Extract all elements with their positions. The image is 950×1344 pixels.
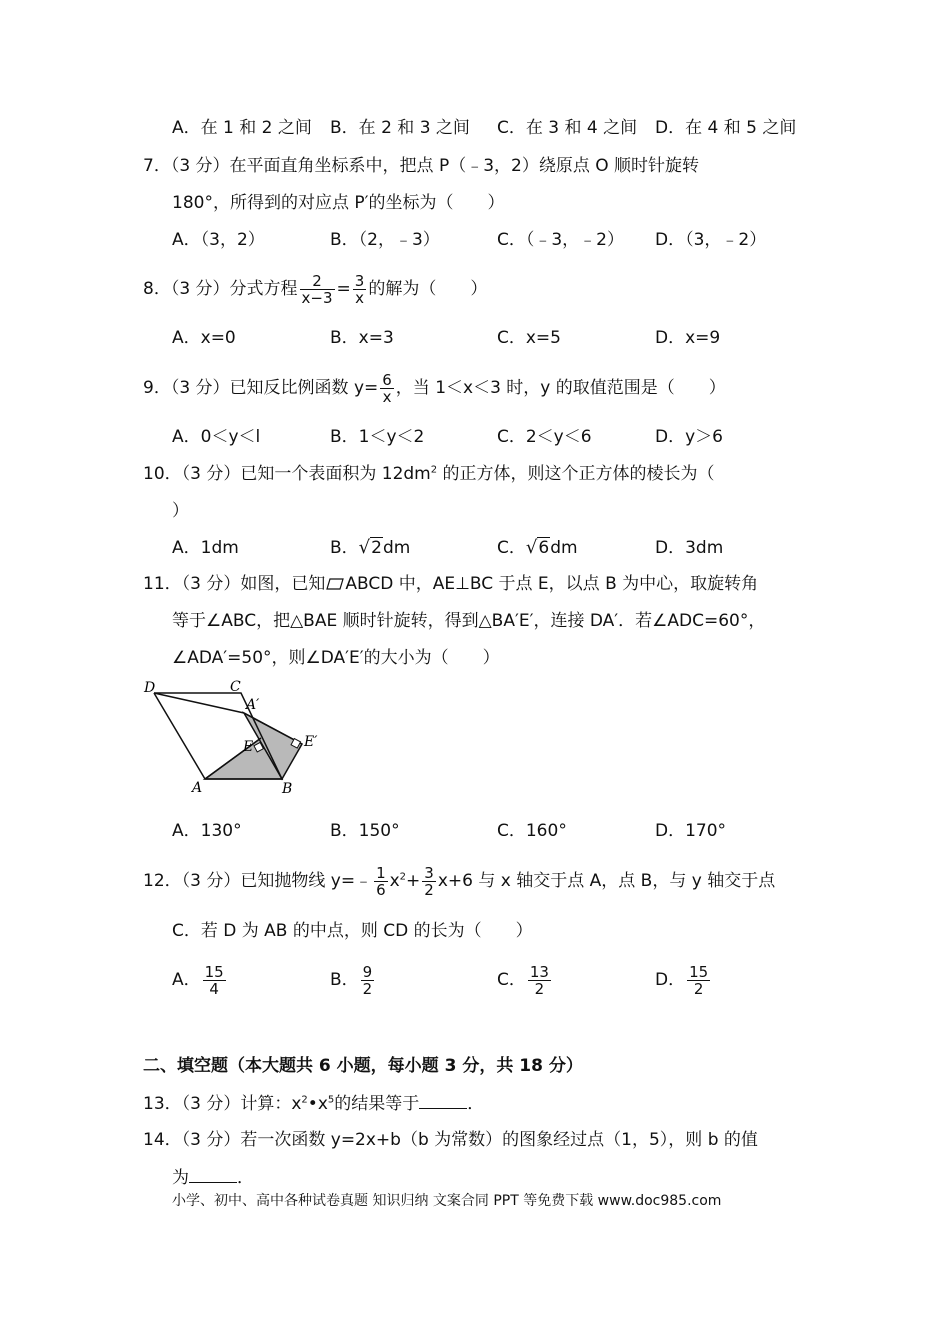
- q12-f1-num: 1: [376, 863, 386, 882]
- sqrt-icon: √6: [525, 537, 550, 558]
- q14-line1: 14．（3 分）若一次函数 y=2x+b（b 为常数）的图象经过点（1，5），则 b 的值: [143, 1130, 758, 1150]
- q9-fraction: [380, 372, 394, 405]
- q8-frac2-num: 3: [354, 271, 365, 290]
- q12-superscript: 2: [399, 871, 407, 883]
- q6-option-d: D．在 4 和 5 之间: [655, 118, 797, 138]
- question-13: [143, 1092, 484, 1115]
- q9-frac-num: 6: [382, 370, 392, 389]
- q11-option-c: C．160°: [497, 821, 567, 841]
- q10-line1-b: 的正方体，则这个正方体的棱长为（: [437, 464, 715, 484]
- label-b: B: [282, 781, 293, 797]
- q12-optd-num: 15: [689, 962, 709, 981]
- q7-line1: 7．（3 分）在平面直角坐标系中，把点 P（﹣3，2）绕原点 O 顺时针旋转: [143, 156, 700, 176]
- q6-option-c: C．在 3 和 4 之间: [497, 118, 638, 138]
- q12-opta-num: 15: [204, 962, 224, 981]
- q7-line2: 180°，所得到的对应点 P′的坐标为（ ）: [172, 193, 505, 213]
- q7-option-a: A．（3，2）: [172, 230, 265, 250]
- q13-a: 13．（3 分）计算：x: [143, 1094, 302, 1114]
- q13-b: •x: [307, 1094, 328, 1114]
- q8-fraction-2: [353, 273, 367, 306]
- q12-optb-label: B．: [330, 970, 359, 990]
- q12-f1-den: 6: [376, 880, 386, 899]
- q10-optc-unit: dm: [550, 538, 578, 558]
- q10-superscript: 2: [430, 464, 438, 476]
- q12-opta-den: 4: [203, 980, 226, 997]
- q10-optb-unit: dm: [382, 538, 411, 558]
- q12-option-c: [497, 960, 553, 1000]
- q11-figure: [138, 676, 328, 801]
- q11-line1: [143, 573, 758, 595]
- q11-line2: 等于∠ABC，把△BAE 顺时针旋转，得到△BA′E′，连接 DA′．若∠ADC=60°，: [172, 611, 766, 631]
- q12-prefix: 12．（3 分）已知抛物线 y=﹣: [143, 871, 373, 891]
- q11-line1-b: ABCD 中，AE⊥BC 于点 E，以点 B 为中心，取旋转角: [345, 574, 759, 594]
- q14-line2: [172, 1166, 254, 1189]
- q10-option-a: A．1dm: [172, 538, 239, 558]
- segment-da1: [154, 693, 244, 713]
- q6-option-b: B．在 2 和 3 之间: [330, 118, 470, 138]
- q12-optd-fraction: [687, 964, 710, 997]
- label-e-prime: E′: [304, 734, 318, 750]
- q8-equals: =: [336, 279, 351, 299]
- q14-line2-a: 为: [172, 1168, 189, 1188]
- label-a: A: [192, 780, 203, 796]
- q9-option-a: A．0＜y＜l: [172, 427, 261, 447]
- q9-option-b: B．1＜y＜2: [330, 427, 425, 447]
- q8-option-c: C．x=5: [497, 328, 561, 348]
- q9-option-d: D．y＞6: [655, 427, 723, 447]
- q13-d: ．: [467, 1094, 485, 1114]
- q11-line1-a: 11．（3 分）如图，已知: [143, 574, 326, 594]
- q12-line2: C．若 D 为 AB 的中点，则 CD 的长为（ ）: [172, 921, 533, 941]
- section-2-title: 二、填空题（本大题共 6 小题，每小题 3 分，共 18 分）: [143, 1056, 583, 1076]
- q12-line1: [143, 864, 775, 898]
- q7-option-b: B．（2，﹣3）: [330, 230, 440, 250]
- q12-optd-label: D．: [655, 970, 686, 990]
- q12-option-d: [655, 960, 712, 1000]
- q10-optc-label: C．: [497, 538, 526, 558]
- q8-option-a: A．x=0: [172, 328, 236, 348]
- q12-optc-num: 13: [529, 962, 549, 981]
- q12-optc-den: 2: [528, 980, 551, 997]
- q8-frac2-den: x: [353, 289, 367, 306]
- q12-optb-den: 2: [362, 979, 373, 998]
- label-c: C: [230, 679, 241, 695]
- q10-option-c: [497, 537, 578, 559]
- q10-optb-radicand: 2: [371, 538, 382, 558]
- q12-fraction-1: [374, 865, 388, 898]
- q13-sup2: 5: [327, 1094, 335, 1106]
- q12-option-a: [172, 960, 228, 1000]
- q8-fraction-1: [300, 273, 335, 306]
- label-e: E: [243, 739, 254, 755]
- q12-optd-den: 2: [687, 980, 710, 997]
- q9-line1: [143, 371, 726, 405]
- label-d: D: [144, 680, 156, 696]
- q12-optc-label: C．: [497, 970, 526, 990]
- q12-optc-fraction: [528, 964, 551, 997]
- q7-option-d: D．（3，﹣2）: [655, 230, 767, 250]
- q12-opta-label: A．: [172, 970, 201, 990]
- label-a-prime: A′: [246, 697, 260, 713]
- q7-option-c: C．（﹣3，﹣2）: [497, 230, 625, 250]
- q11-option-b: B．150°: [330, 821, 400, 841]
- q9-suffix: ，当 1＜x＜3 时，y 的取值范围是（ ）: [395, 378, 726, 398]
- q13-answer-blank: [419, 1092, 467, 1109]
- q12-f2-num: 3: [424, 863, 434, 882]
- q11-option-d: D．170°: [655, 821, 727, 841]
- q8-suffix: 的解为（ ）: [368, 279, 488, 299]
- q12-optb-fraction: [361, 964, 375, 997]
- q12-fraction-2: [422, 865, 436, 898]
- q13-sup1: 2: [301, 1094, 308, 1106]
- q12-opta-fraction: [203, 964, 226, 997]
- sqrt-icon: √2: [358, 537, 382, 558]
- q10-line1: [143, 463, 715, 485]
- q14-answer-blank: [189, 1166, 237, 1183]
- q8-prefix: 8．（3 分）分式方程: [143, 279, 298, 299]
- q8-frac1-num: 2: [312, 271, 322, 290]
- q9-prefix: 9．（3 分）已知反比例函数 y=: [143, 378, 379, 398]
- q9-option-c: C．2＜y＜6: [497, 427, 592, 447]
- q8-option-d: D．x=9: [655, 328, 721, 348]
- q13-c: 的结果等于: [334, 1094, 420, 1114]
- q14-line2-b: ．: [237, 1168, 254, 1188]
- q12-option-b: [330, 960, 376, 1000]
- q12-x: x: [389, 871, 400, 891]
- parallelogram-icon: [326, 578, 344, 590]
- q6-option-a: A．在 1 和 2 之间: [172, 118, 312, 138]
- q8-option-b: B．x=3: [330, 328, 394, 348]
- q11-option-a: A．130°: [172, 821, 242, 841]
- q9-frac-den: x: [380, 388, 394, 405]
- q12-optb-num: 9: [362, 962, 373, 981]
- q10-option-d: D．3dm: [655, 538, 724, 558]
- q12-suffix: x+6 与 x 轴交于点 A，点 B，与 y 轴交于点: [437, 871, 776, 891]
- q10-line2: ）: [172, 501, 189, 521]
- q12-plus: +: [406, 871, 421, 891]
- q10-line1-a: 10．（3 分）已知一个表面积为 12dm: [143, 464, 431, 484]
- q10-option-b: [330, 537, 410, 559]
- q10-optb-label: B．: [330, 538, 359, 558]
- q8-frac1-den: x−3: [301, 288, 333, 307]
- q8-line1: [143, 272, 487, 306]
- page-footer: 小学、初中、高中各种试卷真题 知识归纳 文案合同 PPT 等免费下载 www.doc985.com: [172, 1193, 722, 1209]
- q11-line3: ∠ADA′=50°，则∠DA′E′的大小为（ ）: [172, 648, 500, 668]
- q12-f2-den: 2: [424, 880, 434, 899]
- q10-optc-radicand: 6: [538, 538, 550, 558]
